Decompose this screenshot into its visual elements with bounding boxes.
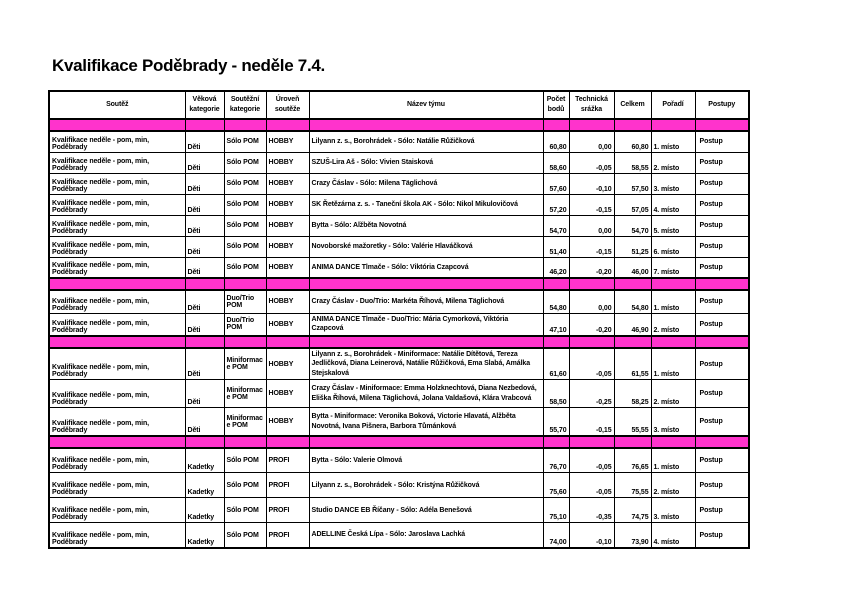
cell-team-name: Lilyann z. s., Borohrádek - Miniformace: Natálie Dítětová, Tereza Jedličková, Diana Leinerová, Natálie Růžičková, Ema Slabá, Amálka Stejskalová (309, 348, 543, 380)
cell-rank: 1. místo (651, 290, 695, 313)
cell-points: 57,20 (543, 194, 569, 215)
cell-competition: Kvalifikace neděle - pom, min, Poděbrady (49, 448, 185, 473)
cell-team-name: Studio DANCE EB Říčany - Sólo: Adéla Benešová (309, 498, 543, 523)
cell-total: 57,05 (614, 194, 651, 215)
cell-advance: Postup (695, 173, 749, 194)
cell-rank: 5. místo (651, 215, 695, 236)
cell-total: 46,00 (614, 257, 651, 278)
separator-cell (49, 336, 185, 348)
separator-cell (543, 336, 569, 348)
cell-advance: Postup (695, 215, 749, 236)
table-row (49, 348, 749, 380)
separator-cell (543, 278, 569, 290)
cell-technical-deduction: -0,20 (569, 313, 614, 336)
cell-team-name: SK Řetězárna z. s. - Taneční škola AK - Sólo: Nikol Mikulovičová (309, 194, 543, 215)
separator-cell (266, 436, 309, 448)
cell-advance: Postup (695, 523, 749, 548)
separator-cell (309, 336, 543, 348)
cell-technical-deduction: -0,15 (569, 236, 614, 257)
cell-age-category: Děti (185, 313, 224, 336)
separator-cell (49, 278, 185, 290)
cell-level: HOBBY (266, 236, 309, 257)
cell-level: PROFI (266, 523, 309, 548)
cell-advance: Postup (695, 131, 749, 152)
table-row (49, 194, 749, 215)
separator-cell (569, 436, 614, 448)
cell-advance: Postup (695, 498, 749, 523)
table-row (49, 236, 749, 257)
cell-technical-deduction: -0,15 (569, 194, 614, 215)
cell-advance: Postup (695, 194, 749, 215)
cell-points: 61,60 (543, 348, 569, 380)
column-header-3: Úroveň soutěže (266, 91, 309, 119)
cell-rank: 2. místo (651, 313, 695, 336)
separator-cell (266, 119, 309, 131)
cell-team-name: ANIMA DANCE Tlmače - Duo/Trio: Mária Cymorková, Viktória Czapcová (309, 313, 543, 336)
cell-competition-category: Duo/Trio POM (224, 313, 266, 336)
column-header-4: Název týmu (309, 91, 543, 119)
cell-advance: Postup (695, 236, 749, 257)
table-row (49, 380, 749, 408)
cell-level: HOBBY (266, 408, 309, 436)
cell-rank: 1. místo (651, 448, 695, 473)
cell-points: 46,20 (543, 257, 569, 278)
cell-team-name: Bytta - Miniformace: Veronika Boková, Victorie Hlavatá, Alžběta Novotná, Ivana Pišnera, Barbora Tůmánková (309, 408, 543, 436)
table-header-row (49, 91, 749, 119)
cell-total: 57,50 (614, 173, 651, 194)
cell-level: HOBBY (266, 348, 309, 380)
cell-advance: Postup (695, 257, 749, 278)
cell-points: 74,00 (543, 523, 569, 548)
cell-technical-deduction: -0,15 (569, 408, 614, 436)
cell-competition-category: Duo/Trio POM (224, 290, 266, 313)
separator-cell (569, 336, 614, 348)
separator-cell (49, 436, 185, 448)
cell-age-category: Děti (185, 215, 224, 236)
table-row (49, 257, 749, 278)
separator-cell (224, 336, 266, 348)
cell-age-category: Děti (185, 290, 224, 313)
cell-competition: Kvalifikace neděle - pom, min, Poděbrady (49, 380, 185, 408)
separator-cell (224, 436, 266, 448)
section-separator-row (49, 336, 749, 348)
column-header-5: Počet bodů (543, 91, 569, 119)
separator-cell (185, 336, 224, 348)
cell-total: 46,90 (614, 313, 651, 336)
cell-competition: Kvalifikace neděle - pom, min, Poděbrady (49, 348, 185, 380)
cell-age-category: Děti (185, 131, 224, 152)
cell-age-category: Děti (185, 173, 224, 194)
separator-cell (614, 436, 651, 448)
cell-total: 54,70 (614, 215, 651, 236)
cell-rank: 1. místo (651, 131, 695, 152)
table-row (49, 313, 749, 336)
cell-rank: 3. místo (651, 498, 695, 523)
cell-rank: 3. místo (651, 173, 695, 194)
cell-age-category: Kadetky (185, 498, 224, 523)
column-header-2: Soutěžní kategorie (224, 91, 266, 119)
cell-technical-deduction: -0,05 (569, 348, 614, 380)
column-header-0: Soutěž (49, 91, 185, 119)
cell-total: 60,80 (614, 131, 651, 152)
table-row (49, 131, 749, 152)
cell-technical-deduction: -0,10 (569, 173, 614, 194)
cell-rank: 2. místo (651, 152, 695, 173)
cell-advance: Postup (695, 290, 749, 313)
cell-technical-deduction: -0,25 (569, 380, 614, 408)
cell-age-category: Kadetky (185, 523, 224, 548)
cell-competition-category: Sólo POM (224, 498, 266, 523)
cell-advance: Postup (695, 408, 749, 436)
section-separator-row (49, 436, 749, 448)
cell-advance: Postup (695, 313, 749, 336)
cell-age-category: Děti (185, 194, 224, 215)
column-header-7: Celkem (614, 91, 651, 119)
cell-total: 76,65 (614, 448, 651, 473)
cell-competition-category: Sólo POM (224, 194, 266, 215)
cell-competition: Kvalifikace neděle - pom, min, Poděbrady (49, 152, 185, 173)
separator-cell (543, 119, 569, 131)
cell-level: HOBBY (266, 380, 309, 408)
section-separator-row (49, 278, 749, 290)
column-header-1: Věková kategorie (185, 91, 224, 119)
table-row (49, 290, 749, 313)
cell-rank: 4. místo (651, 523, 695, 548)
cell-competition: Kvalifikace neděle - pom, min, Poděbrady (49, 408, 185, 436)
cell-team-name: Novoborské mažoretky - Sólo: Valérie Hlaváčková (309, 236, 543, 257)
cell-advance: Postup (695, 448, 749, 473)
cell-points: 60,80 (543, 131, 569, 152)
cell-competition-category: Sólo POM (224, 473, 266, 498)
cell-age-category: Děti (185, 257, 224, 278)
section-separator-row (49, 119, 749, 131)
cell-rank: 4. místo (651, 194, 695, 215)
cell-rank: 3. místo (651, 408, 695, 436)
cell-total: 55,55 (614, 408, 651, 436)
cell-level: HOBBY (266, 313, 309, 336)
cell-rank: 2. místo (651, 473, 695, 498)
cell-advance: Postup (695, 473, 749, 498)
cell-competition-category: Sólo POM (224, 173, 266, 194)
cell-points: 47,10 (543, 313, 569, 336)
cell-team-name: ANIMA DANCE Tlmače - Sólo: Viktória Czapcová (309, 257, 543, 278)
cell-total: 51,25 (614, 236, 651, 257)
cell-competition-category: Sólo POM (224, 236, 266, 257)
separator-cell (185, 436, 224, 448)
cell-points: 58,60 (543, 152, 569, 173)
cell-rank: 2. místo (651, 380, 695, 408)
cell-level: HOBBY (266, 215, 309, 236)
table-row (49, 498, 749, 523)
cell-competition-category: Sólo POM (224, 215, 266, 236)
cell-competition-category: Miniformace POM (224, 348, 266, 380)
table-row (49, 152, 749, 173)
column-header-9: Postupy (695, 91, 749, 119)
cell-total: 73,90 (614, 523, 651, 548)
column-header-6: Technická srážka (569, 91, 614, 119)
cell-rank: 7. místo (651, 257, 695, 278)
results-table (48, 90, 750, 549)
cell-points: 75,60 (543, 473, 569, 498)
cell-team-name: Crazy Čáslav - Duo/Trio: Markéta Říhová, Milena Täglichová (309, 290, 543, 313)
table-row (49, 408, 749, 436)
separator-cell (224, 119, 266, 131)
cell-level: HOBBY (266, 173, 309, 194)
cell-age-category: Děti (185, 348, 224, 380)
cell-competition: Kvalifikace neděle - pom, min, Poděbrady (49, 131, 185, 152)
cell-competition: Kvalifikace neděle - pom, min, Poděbrady (49, 290, 185, 313)
separator-cell (651, 119, 695, 131)
cell-competition-category: Sólo POM (224, 152, 266, 173)
cell-competition: Kvalifikace neděle - pom, min, Poděbrady (49, 313, 185, 336)
cell-technical-deduction: -0,05 (569, 473, 614, 498)
cell-level: HOBBY (266, 152, 309, 173)
cell-total: 58,55 (614, 152, 651, 173)
cell-points: 51,40 (543, 236, 569, 257)
cell-competition: Kvalifikace neděle - pom, min, Poděbrady (49, 236, 185, 257)
cell-competition: Kvalifikace neděle - pom, min, Poděbrady (49, 523, 185, 548)
separator-cell (695, 278, 749, 290)
cell-competition-category: Miniformace POM (224, 408, 266, 436)
cell-team-name: Crazy Čáslav - Sólo: Milena Täglichová (309, 173, 543, 194)
cell-total: 54,80 (614, 290, 651, 313)
separator-cell (309, 436, 543, 448)
separator-cell (185, 278, 224, 290)
table-row (49, 448, 749, 473)
cell-points: 58,50 (543, 380, 569, 408)
cell-competition: Kvalifikace neděle - pom, min, Poděbrady (49, 173, 185, 194)
cell-technical-deduction: -0,10 (569, 523, 614, 548)
separator-cell (266, 278, 309, 290)
cell-level: HOBBY (266, 257, 309, 278)
cell-age-category: Děti (185, 380, 224, 408)
cell-competition: Kvalifikace neděle - pom, min, Poděbrady (49, 257, 185, 278)
cell-technical-deduction: 0,00 (569, 215, 614, 236)
cell-level: HOBBY (266, 290, 309, 313)
cell-team-name: Bytta - Sólo: Alžběta Novotná (309, 215, 543, 236)
cell-total: 58,25 (614, 380, 651, 408)
cell-advance: Postup (695, 380, 749, 408)
table-row (49, 473, 749, 498)
separator-cell (651, 278, 695, 290)
cell-advance: Postup (695, 348, 749, 380)
separator-cell (614, 278, 651, 290)
cell-total: 75,55 (614, 473, 651, 498)
separator-cell (543, 436, 569, 448)
cell-competition-category: Sólo POM (224, 523, 266, 548)
separator-cell (49, 119, 185, 131)
separator-cell (309, 278, 543, 290)
cell-points: 55,70 (543, 408, 569, 436)
cell-technical-deduction: -0,05 (569, 448, 614, 473)
cell-competition: Kvalifikace neděle - pom, min, Poděbrady (49, 498, 185, 523)
cell-technical-deduction: 0,00 (569, 290, 614, 313)
separator-cell (614, 336, 651, 348)
cell-competition: Kvalifikace neděle - pom, min, Poděbrady (49, 194, 185, 215)
table-row (49, 173, 749, 194)
table-row (49, 523, 749, 548)
cell-competition: Kvalifikace neděle - pom, min, Poděbrady (49, 473, 185, 498)
cell-team-name: Lilyann z. s., Borohrádek - Sólo: Natálie Růžičková (309, 131, 543, 152)
column-header-8: Pořadí (651, 91, 695, 119)
cell-team-name: SZUŠ-Lira Aš - Sólo: Vivien Staisková (309, 152, 543, 173)
separator-cell (695, 436, 749, 448)
cell-competition-category: Sólo POM (224, 257, 266, 278)
cell-competition: Kvalifikace neděle - pom, min, Poděbrady (49, 215, 185, 236)
cell-age-category: Kadetky (185, 448, 224, 473)
cell-technical-deduction: -0,35 (569, 498, 614, 523)
cell-level: HOBBY (266, 194, 309, 215)
cell-competition-category: Sólo POM (224, 131, 266, 152)
separator-cell (651, 436, 695, 448)
cell-technical-deduction: -0,05 (569, 152, 614, 173)
separator-cell (569, 119, 614, 131)
cell-team-name: ADELLINE Česká Lípa - Sólo: Jaroslava Lachká (309, 523, 543, 548)
cell-points: 76,70 (543, 448, 569, 473)
cell-points: 54,80 (543, 290, 569, 313)
separator-cell (651, 336, 695, 348)
cell-competition-category: Miniformace POM (224, 380, 266, 408)
cell-level: PROFI (266, 473, 309, 498)
separator-cell (695, 119, 749, 131)
table-row (49, 215, 749, 236)
cell-age-category: Děti (185, 408, 224, 436)
cell-total: 61,55 (614, 348, 651, 380)
cell-competition-category: Sólo POM (224, 448, 266, 473)
separator-cell (185, 119, 224, 131)
cell-rank: 6. místo (651, 236, 695, 257)
cell-age-category: Děti (185, 236, 224, 257)
cell-level: HOBBY (266, 131, 309, 152)
cell-team-name: Crazy Čáslav - Miniformace: Emma Holzknechtová, Diana Nezbedová, Eliška Říhová, Milena Täglichová, Jolana Valdašová, Klára Vrabcová (309, 380, 543, 408)
page-title: Kvalifikace Poděbrady - neděle 7.4. (52, 56, 325, 75)
separator-cell (224, 278, 266, 290)
cell-points: 54,70 (543, 215, 569, 236)
cell-rank: 1. místo (651, 348, 695, 380)
cell-age-category: Děti (185, 152, 224, 173)
separator-cell (309, 119, 543, 131)
separator-cell (569, 278, 614, 290)
cell-advance: Postup (695, 152, 749, 173)
cell-team-name: Lilyann z. s., Borohrádek - Sólo: Kristýna Růžičková (309, 473, 543, 498)
cell-technical-deduction: 0,00 (569, 131, 614, 152)
cell-technical-deduction: -0,20 (569, 257, 614, 278)
cell-total: 74,75 (614, 498, 651, 523)
cell-points: 75,10 (543, 498, 569, 523)
separator-cell (266, 336, 309, 348)
cell-team-name: Bytta - Sólo: Valerie Olmová (309, 448, 543, 473)
cell-level: PROFI (266, 498, 309, 523)
cell-age-category: Kadetky (185, 473, 224, 498)
cell-points: 57,60 (543, 173, 569, 194)
separator-cell (695, 336, 749, 348)
cell-level: PROFI (266, 448, 309, 473)
separator-cell (614, 119, 651, 131)
